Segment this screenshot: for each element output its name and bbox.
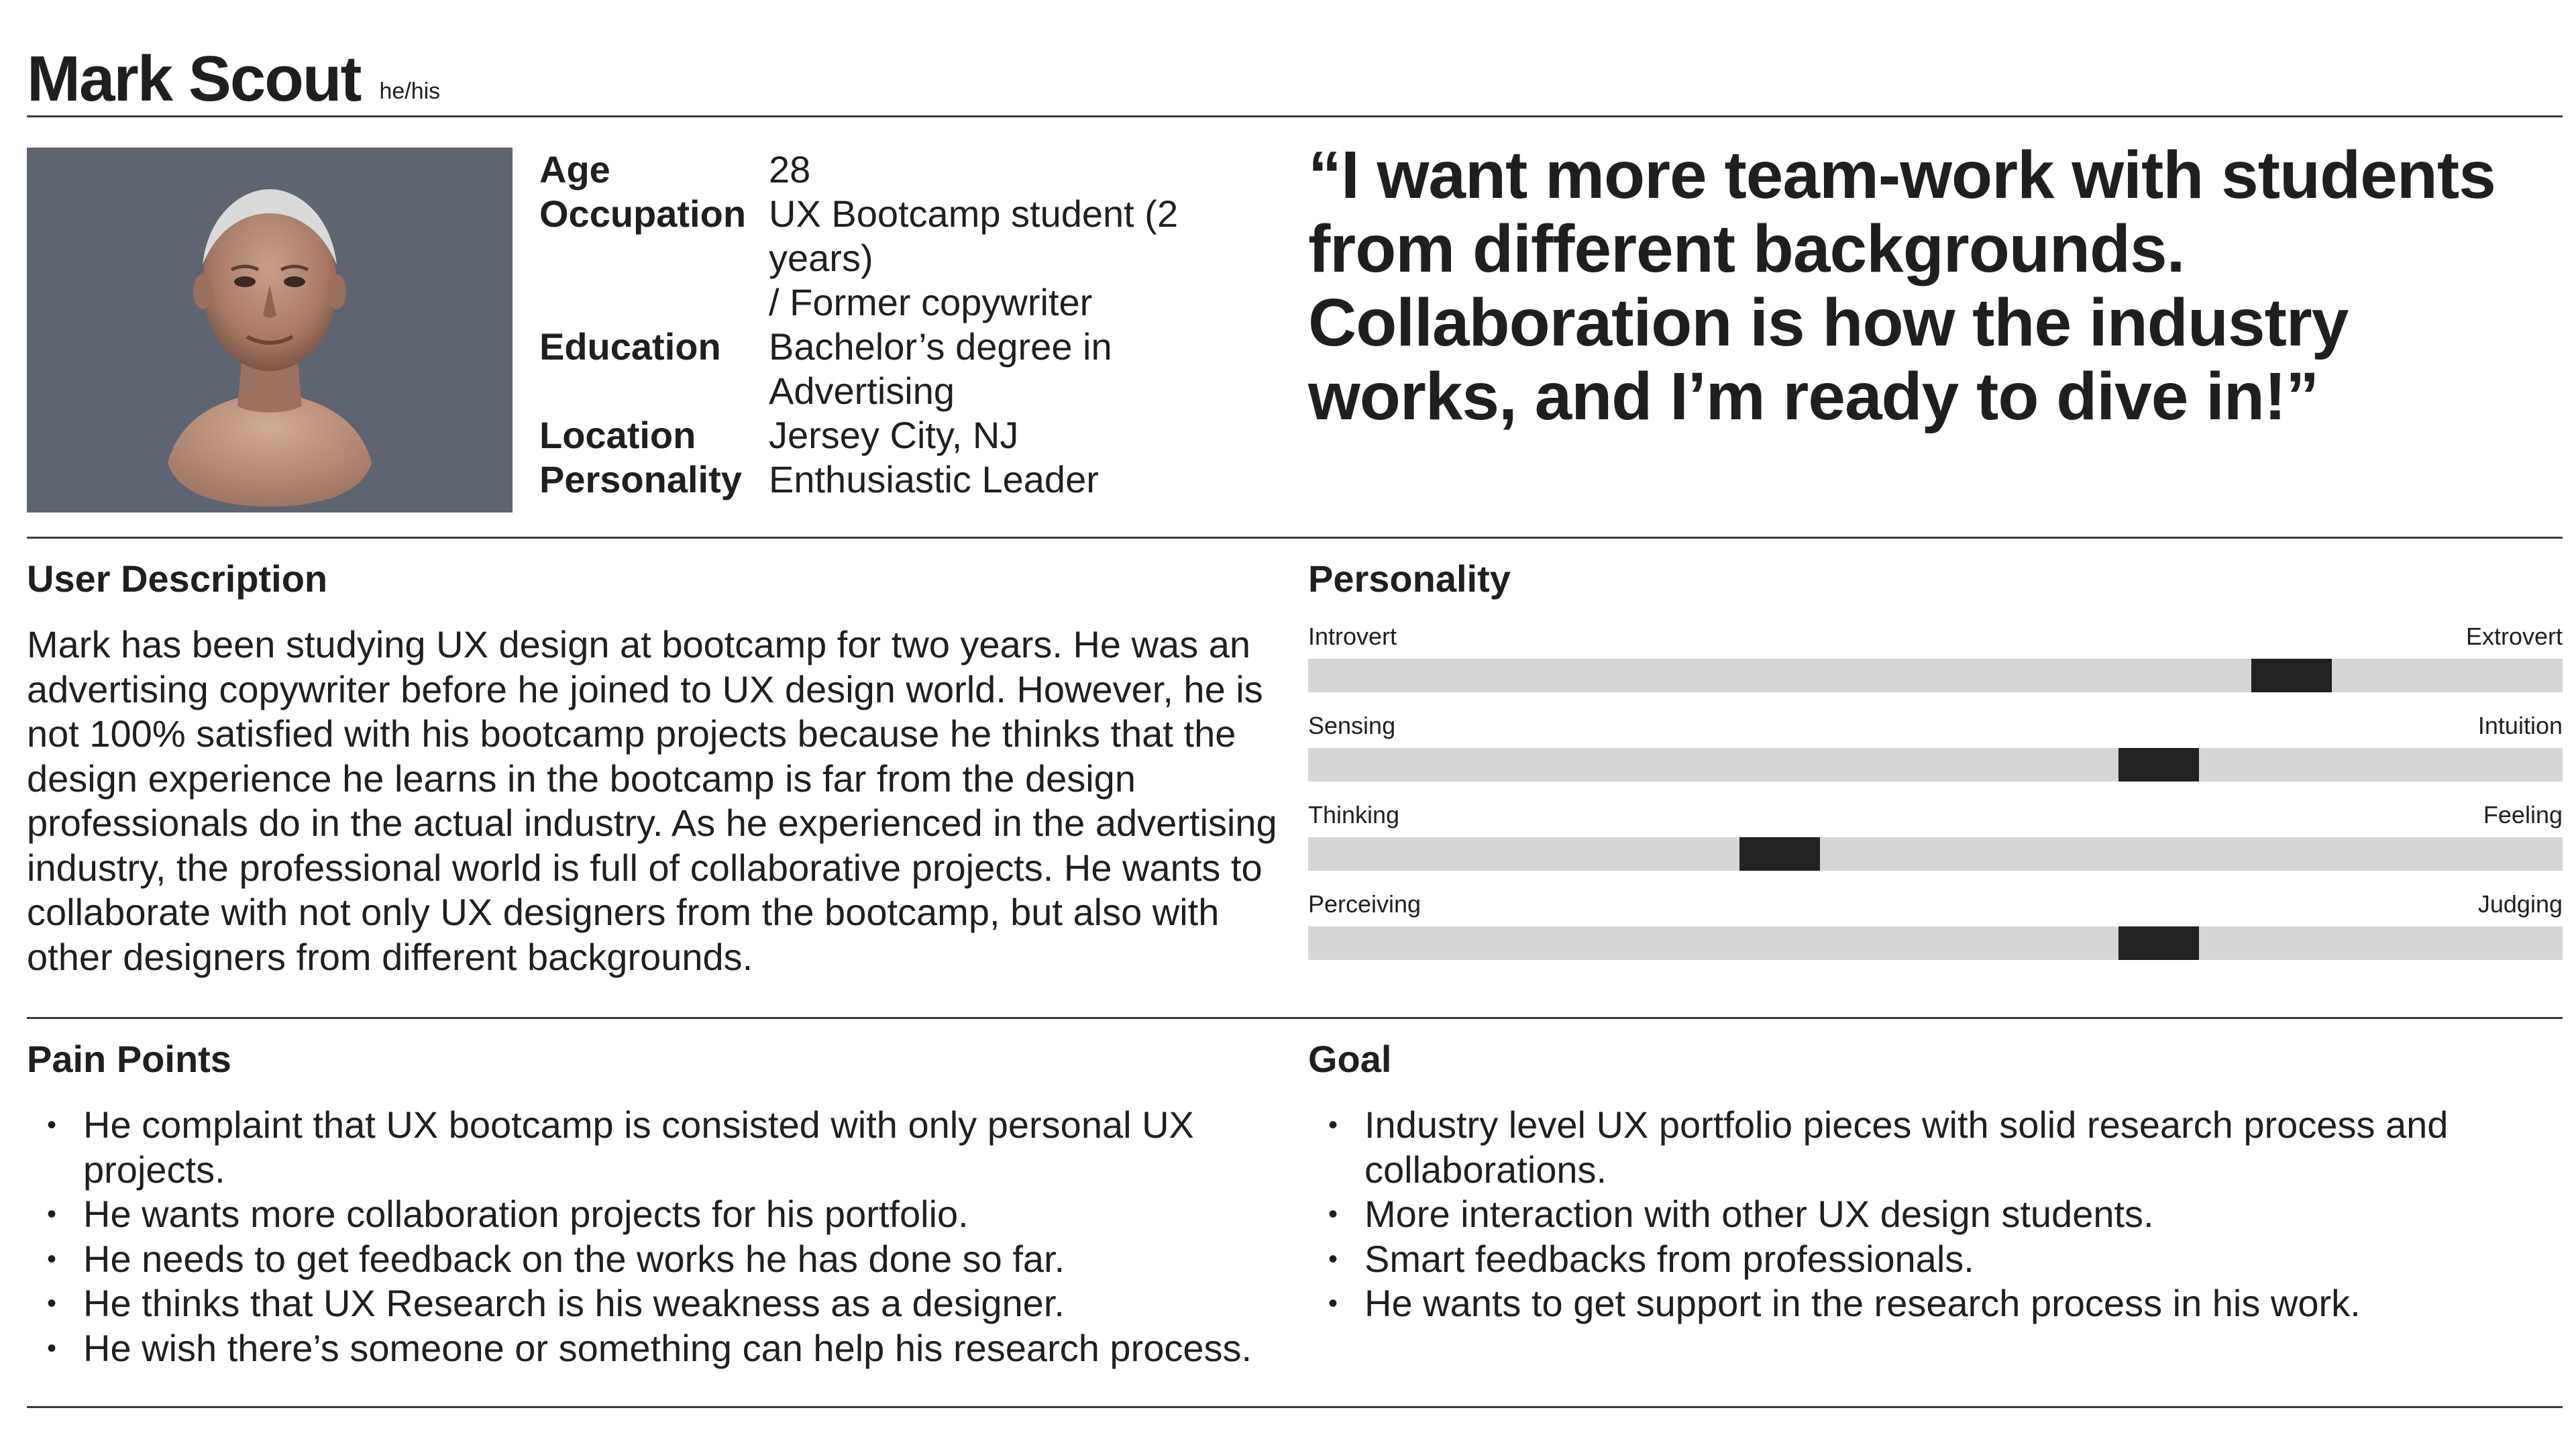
list-item: • He wish there’s someone or something can help his research process. bbox=[27, 1326, 1275, 1371]
fact-label: Location bbox=[539, 414, 696, 456]
trait-sensing-intuition bbox=[1308, 710, 2563, 800]
fact-location bbox=[539, 413, 1291, 458]
fact-personality bbox=[539, 458, 1291, 502]
trait-marker bbox=[1739, 837, 1820, 871]
fact-value: 28 bbox=[769, 148, 811, 191]
divider-header bbox=[27, 115, 2563, 117]
pain-points-list bbox=[27, 1103, 1275, 1371]
trait-bar bbox=[1308, 748, 2563, 782]
divider-middle bbox=[27, 537, 2563, 539]
personality-scales bbox=[1308, 621, 2563, 978]
list-item: • He complaint that UX bootcamp is consisted with only personal UX projects. bbox=[27, 1103, 1275, 1192]
trait-left-label: Perceiving bbox=[1308, 890, 1421, 918]
fact-age bbox=[539, 148, 1291, 192]
list-item: • He thinks that UX Research is his weakness as a designer. bbox=[27, 1281, 1275, 1326]
list-item: • Smart feedbacks from professionals. bbox=[1308, 1237, 2556, 1282]
pain-points-title: Pain Points bbox=[27, 1038, 231, 1080]
trait-right-label: Feeling bbox=[2483, 801, 2563, 828]
goal-title: Goal bbox=[1308, 1038, 1392, 1080]
trait-marker bbox=[2118, 926, 2199, 960]
fact-label: Personality bbox=[539, 458, 742, 500]
personality-title: Personality bbox=[1308, 557, 1511, 600]
trait-bar bbox=[1308, 659, 2563, 692]
persona-name: Mark Scout bbox=[27, 43, 361, 115]
trait-left-label: Sensing bbox=[1308, 712, 1396, 739]
trait-bar bbox=[1308, 837, 2563, 871]
list-item: • He wants more collaboration projects for his portfolio. bbox=[27, 1192, 1275, 1237]
divider-lower bbox=[27, 1017, 2563, 1019]
fact-value: Bachelor’s degree in Advertising bbox=[769, 325, 1112, 412]
fact-education bbox=[539, 325, 1291, 413]
fact-label: Education bbox=[539, 325, 721, 368]
trait-thinking-feeling bbox=[1308, 800, 2563, 889]
trait-introvert-extrovert bbox=[1308, 621, 2563, 710]
goal-list bbox=[1308, 1103, 2556, 1326]
user-description-title: User Description bbox=[27, 557, 328, 600]
trait-right-label: Extrovert bbox=[2465, 623, 2563, 650]
fact-value: UX Bootcamp student (2 years) / Former copywriter bbox=[769, 193, 1179, 323]
trait-bar bbox=[1308, 926, 2563, 960]
fact-label: Occupation bbox=[539, 193, 747, 235]
person-portrait-icon bbox=[27, 148, 513, 513]
trait-right-label: Intuition bbox=[2477, 712, 2563, 739]
trait-right-label: Judging bbox=[2477, 890, 2563, 918]
list-item: • More interaction with other UX design students. bbox=[1308, 1192, 2556, 1237]
user-description-text: Mark has been studying UX design at bootcamp for two years. He was an advertising copywriter before he joined to UX design world. However, he is not 100% satisfied with his bootcamp projects because he thinks that the design experience he learns in the bootcamp is far from the design professionals do in the actual industry. As he experienced in the advertising industry, the professional world is full of collaborative projects. He wants to collaborate with not only UX designers from the bootcamp, but also with other designers from different backgrounds. bbox=[27, 623, 1277, 978]
list-item: • He wants to get support in the research process in his work. bbox=[1308, 1281, 2556, 1326]
persona-pronouns: he/his bbox=[379, 78, 441, 104]
divider-bottom bbox=[27, 1406, 2563, 1408]
trait-marker bbox=[2118, 748, 2199, 782]
list-item: • He needs to get feedback on the works he has done so far. bbox=[27, 1237, 1275, 1282]
list-item: • Industry level UX portfolio pieces with solid research process and collaborations. bbox=[1308, 1103, 2556, 1192]
trait-marker bbox=[2251, 659, 2332, 692]
persona-photo bbox=[27, 148, 513, 513]
trait-left-label: Introvert bbox=[1308, 623, 1397, 650]
trait-perceiving-judging bbox=[1308, 889, 2563, 978]
persona-header bbox=[27, 39, 441, 115]
trait-left-label: Thinking bbox=[1308, 801, 1400, 828]
fact-value: Jersey City, NJ bbox=[769, 414, 1019, 456]
persona-quote: “I want more team-work with students from different backgrounds. Collaboration is how the industry works, and I’m ready to dive in!” bbox=[1308, 138, 2496, 434]
fact-occupation bbox=[539, 192, 1291, 325]
fact-label: Age bbox=[539, 148, 610, 191]
fact-value: Enthusiastic Leader bbox=[769, 458, 1099, 500]
persona-facts bbox=[539, 148, 1291, 502]
